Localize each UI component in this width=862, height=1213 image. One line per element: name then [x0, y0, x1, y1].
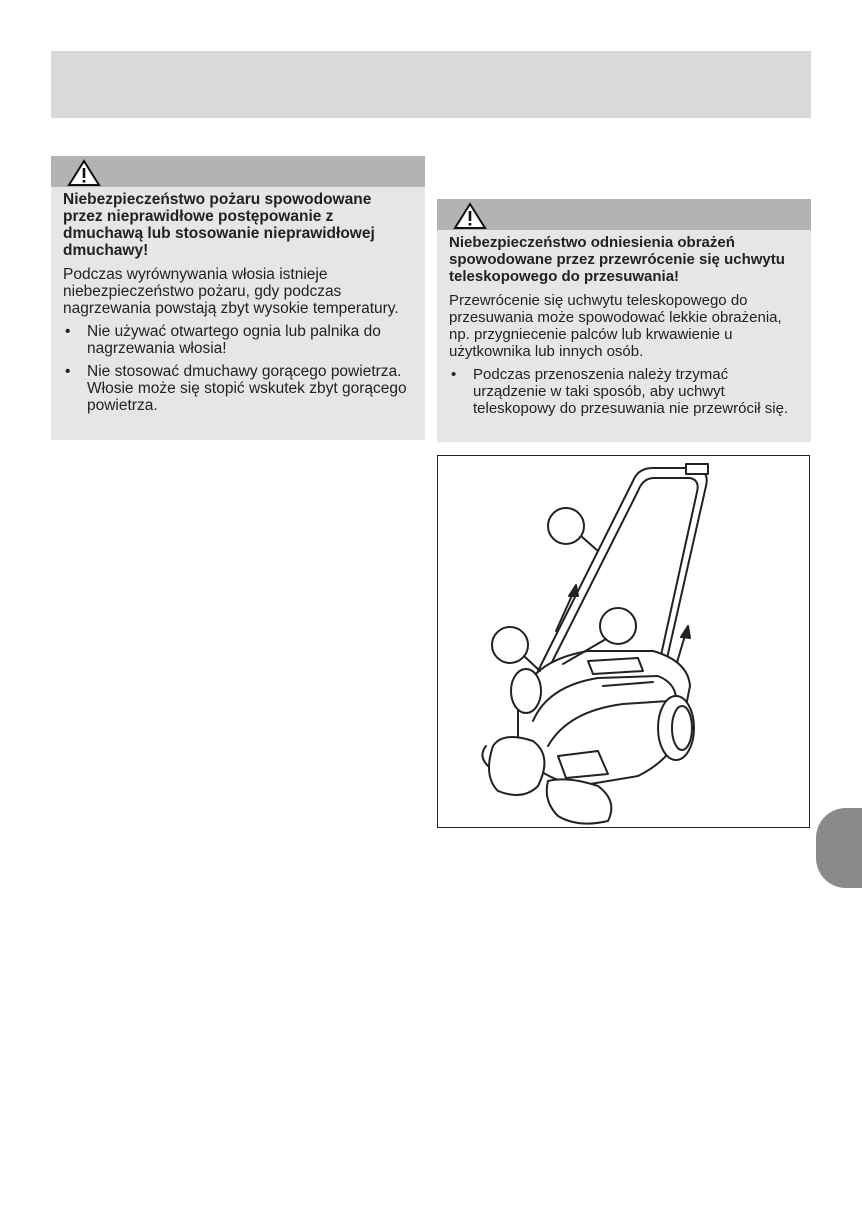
- warning-text: Przewrócenie się uchwytu teleskopowego do przesuwania może spowodować lekkie obrażenia, np. przygniecenie palców lub krwawienie u użytkownika lub innych osób.: [449, 292, 782, 360]
- list-item: • Nie stosować dmuchawy gorącego powietrza. Włosie może się stopić wskutek zbyt gorącego powietrza.: [65, 363, 407, 414]
- warning-triangle-icon: [453, 202, 487, 230]
- warning-text: Podczas wyrównywania włosia istnieje niebezpieczeństwo pożaru, gdy podczas nagrzewania powstają zbyt wysokie temperatury.: [63, 266, 399, 317]
- side-tab-marker: [816, 808, 862, 888]
- tipping-warning-box: [437, 199, 811, 442]
- list-item: • Nie używać otwartego ognia lub palnika do nagrzewania włosia!: [65, 323, 381, 357]
- warning-title: Niebezpieczeństwo pożaru spowodowane przez nieprawidłowe postępowanie z dmuchawą lub stosowanie nieprawidłowej dmuchawy!: [63, 191, 375, 259]
- warning-header: [51, 156, 425, 187]
- header-bar: [51, 51, 811, 118]
- sweeper-drawing: [438, 456, 809, 827]
- warning-title: Niebezpieczeństwo odniesienia obrażeń spowodowane przez przewrócenie się uchwytu teleskopowego do przesuwania!: [449, 234, 785, 285]
- warning-header: [437, 199, 811, 230]
- warning-triangle-icon: [67, 159, 101, 187]
- sweeper-illustration: [437, 455, 810, 828]
- warning-list: [63, 323, 413, 414]
- fire-warning-box: [51, 156, 425, 440]
- list-item: • Podczas przenoszenia należy trzymać urządzenie w taki sposób, aby uchwyt teleskopowy do przesuwania nie przewrócił się.: [451, 366, 789, 417]
- warning-list: [449, 366, 799, 417]
